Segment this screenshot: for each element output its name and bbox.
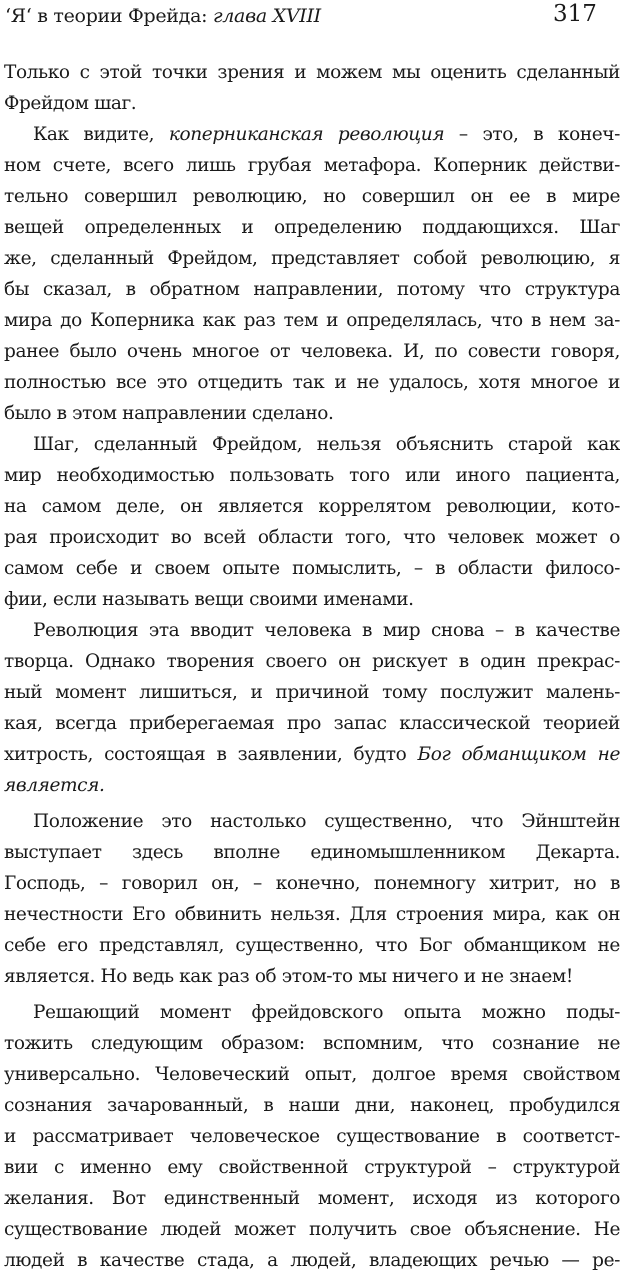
text-line: Только с этой точки зрения и можем мы оценить сделанный (4, 62, 620, 83)
text-line: фии, если называть вещи своими именами. (4, 589, 414, 610)
italic-phrase: Бог обманщиком не (417, 744, 620, 765)
text-line: ный момент лишиться, и причиной тому послужит малень- (4, 682, 620, 703)
text-line: Как видите, коперниканская революция – это, в конеч- (33, 124, 620, 145)
text-line: Фрейдом шаг. (4, 93, 137, 114)
italic-term: коперниканская революция (168, 124, 445, 145)
text-line: универсально. Человеческий опыт, долгое время свойством (4, 1064, 620, 1085)
text-line: сознания зачарованный, в наши дни, наконец, пробудился (4, 1095, 620, 1116)
running-head-chapter: глава XVIII (212, 5, 321, 27)
text-line: желания. Вот единственный момент, исходя из которого (4, 1188, 620, 1209)
text-line: кая, всегда приберегаемая про запас классической теорией (4, 713, 620, 734)
text-line: Революция эта вводит человека в мир снова – в качестве (33, 620, 620, 641)
text-line: ном счете, всего лишь грубая метафора. Коперник действи- (4, 155, 620, 176)
page-number: 317 (553, 1, 597, 27)
running-head-title: ‘Я‘ в теории Фрейда: (5, 5, 213, 27)
text-line: рая происходит во всей области того, что человек может о (4, 527, 620, 548)
text-line: же, сделанный Фрейдом, представляет собой революцию, я (4, 248, 620, 269)
text-line: тельно совершил революцию, но совершил он ее в мире (4, 186, 620, 207)
text-line: себе его представлял, существенно, что Бог обманщиком не (4, 935, 620, 956)
page-header (0, 0, 620, 40)
text-line: и рассматривает человеческое существование в соответст- (4, 1126, 620, 1147)
text-line: существование людей может получить свое объяснение. Не (4, 1219, 620, 1240)
text-line: вии с именно ему свойственной структурой – структурой (4, 1157, 620, 1178)
text-line: хитрость, состоящая в заявлении, будто Бог обманщиком не (4, 744, 620, 765)
text-line: мира до Коперника как раз тем и определялась, что в нем за- (4, 310, 620, 331)
text-line: Решающий момент фрейдовского опыта можно поды- (33, 1002, 620, 1023)
text-line: тожить следующим образом: вспомним, что сознание не (4, 1033, 620, 1054)
text-line: самом себе и своем опыте помыслить, – в области филосо- (4, 558, 620, 579)
text-line: мир необходимостью пользовать того или иного пациента, (4, 465, 620, 486)
italic-phrase: является. (4, 775, 105, 796)
text-line: выступает здесь вполне единомышленником Декарта. (4, 842, 620, 863)
text-line: является. Но ведь как раз об этом-то мы ничего и не знаем! (4, 966, 573, 987)
text-line: на самом деле, он является коррелятом революции, кото- (4, 496, 620, 517)
running-head (5, 4, 321, 28)
text-line: Шаг, сделанный Фрейдом, нельзя объяснить старой как (33, 434, 620, 455)
text-line: Господь, – говорил он, – конечно, понемногу хитрит, но в (4, 873, 620, 894)
text-line: людей в качестве стада, а людей, владеющих речью — ре- (4, 1250, 620, 1271)
text-line: нечестности Его обвинить нельзя. Для строения мира, как он (4, 904, 620, 925)
text-line: вещей определенных и определению поддающихся. Шаг (4, 217, 620, 238)
text-line: полностью все это отцедить так и не удалось, хотя многое и (4, 372, 620, 393)
text-line: бы сказал, в обратном направлении, потому что структура (4, 279, 620, 300)
text-line: Положение это настолько существенно, что Эйнштейн (33, 811, 620, 832)
text-line (4, 770, 620, 802)
text-line: творца. Однако творения своего он рискует в один прекрас- (4, 651, 620, 672)
text-line: ранее было очень многое от человека. И, по совести говоря, (4, 341, 620, 362)
text-line: было в этом направлении сделано. (4, 403, 334, 424)
